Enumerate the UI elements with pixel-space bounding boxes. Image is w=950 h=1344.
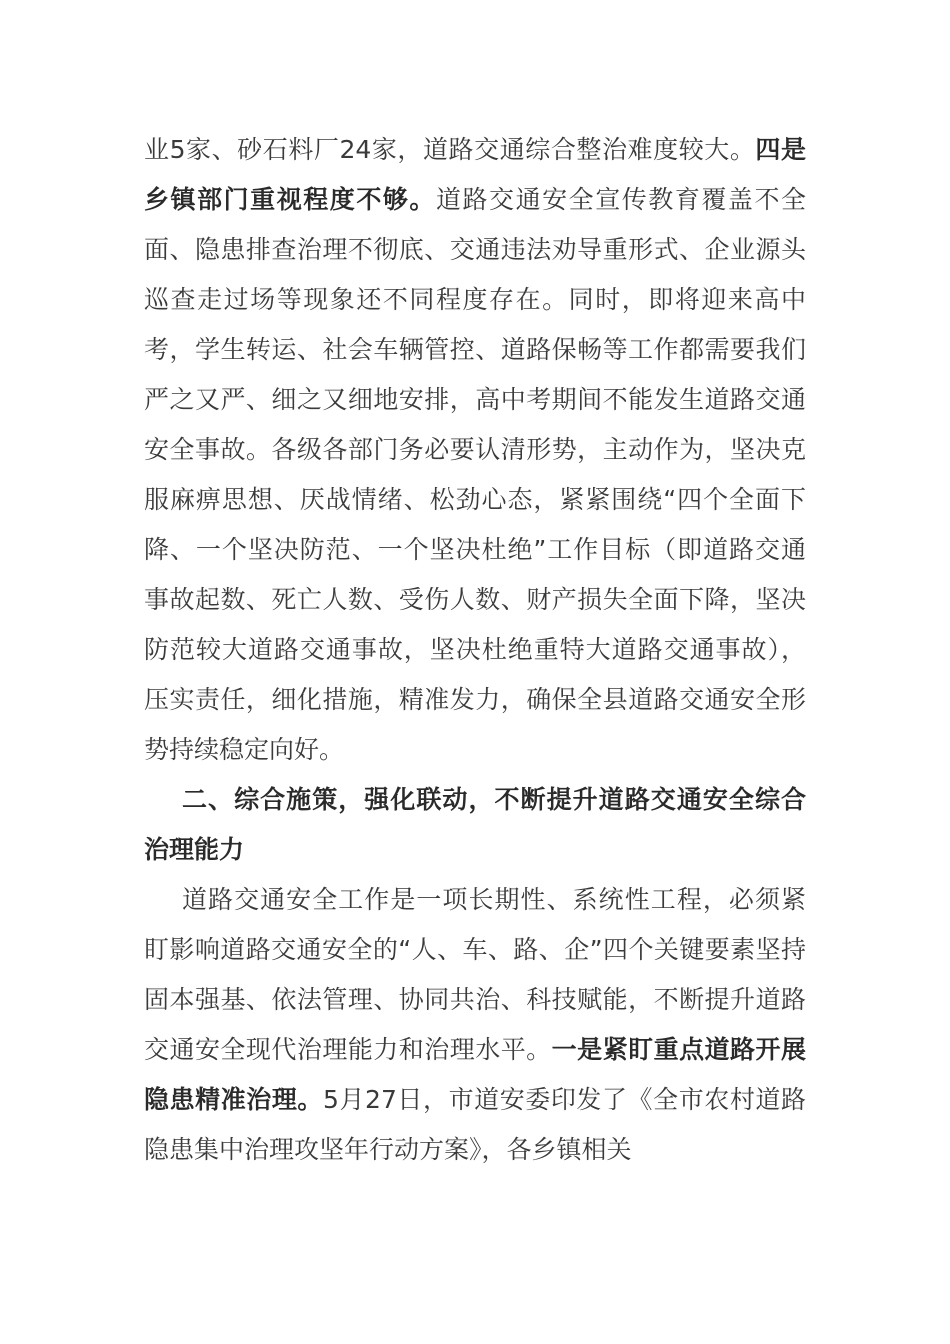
section-heading-two <box>144 775 806 875</box>
paragraph-measures <box>144 875 806 1175</box>
text-segment: 道路交通安全宣传教育覆盖不全面、隐患排查治理不彻底、交通违法劝导重形式、企业源头巡查走过场等现象还不同程度存在。同时，即将迎来高中考，学生转运、社会车辆管控、道路保畅等工作都需要我们严之又严、细之又细地安排，高中考期间不能发生道路交通安全事故。各级各部门务必要认清形势，主动作为，坚决克服麻痹思想、厌战情绪、松劲心态，紧紧围绕“四个全面下降、一个坚决防范、一个坚决杜绝”工作目标（即道路交通事故起数、死亡人数、受伤人数、财产损失全面下降，坚决防范较大道路交通事故，坚决杜绝重特大道路交通事故），压实责任，细化措施，精准发力，确保全县道路交通安全形势持续稳定向好。 <box>144 185 806 764</box>
bold-point-one: 一是紧盯重点道路开展隐患精准治理。 <box>144 1035 806 1114</box>
paragraph-situation <box>144 125 806 775</box>
document-body <box>144 125 806 1175</box>
text-segment: 5月27日，市道安委印发了《全市农村道路隐患集中治理攻坚年行动方案》，各乡镇相关 <box>144 1085 806 1164</box>
text-segment: 业5家、砂石料厂24家，道路交通综合整治难度较大。 <box>144 135 756 164</box>
section-heading-text: 二、综合施策，强化联动，不断提升道路交通安全综合治理能力 <box>144 785 806 864</box>
text-segment: 道路交通安全工作是一项长期性、系统性工程，必须紧盯影响道路交通安全的“人、车、路、企”四个关键要素坚持固本强基、依法管理、协同共治、科技赋能，不断提升道路交通安全现代治理能力和治理水平。 <box>144 885 806 1064</box>
bold-point-four: 四是乡镇部门重视程度不够。 <box>144 135 806 214</box>
